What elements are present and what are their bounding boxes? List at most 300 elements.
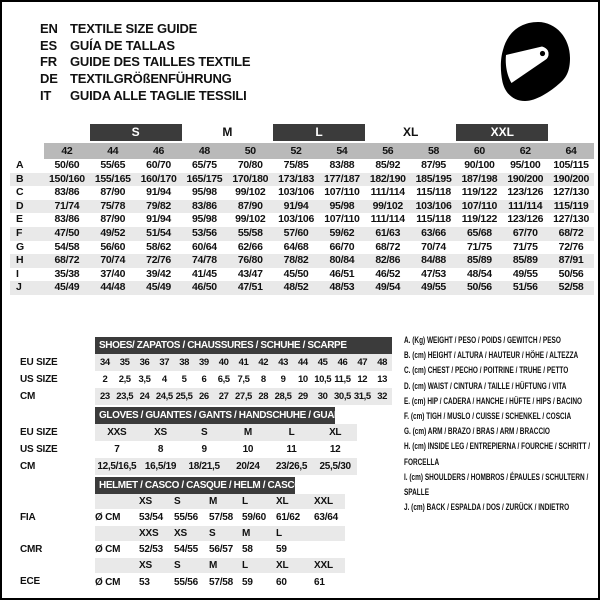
cell: 50/60 bbox=[54, 159, 80, 171]
cell: 5 bbox=[181, 374, 187, 385]
table-row bbox=[10, 227, 594, 241]
cell: 99/102 bbox=[235, 213, 266, 226]
cell: 10 bbox=[242, 444, 254, 455]
cell: 23 bbox=[100, 391, 110, 402]
cell: 55/58 bbox=[237, 226, 263, 239]
shoes-table-title: SHOES/ ZAPATOS / CHAUSSURES / SCHUHE / SCARPE bbox=[95, 337, 392, 354]
row-label: E bbox=[16, 213, 23, 226]
cell: 54/58 bbox=[54, 240, 80, 253]
cell: 45 bbox=[317, 357, 328, 368]
cell: 41 bbox=[238, 357, 249, 368]
cell: 160/170 bbox=[140, 172, 177, 185]
cell: 87/90 bbox=[100, 186, 126, 199]
cell: 107/110 bbox=[324, 213, 360, 226]
cell: 30,5 bbox=[334, 391, 351, 402]
shoes-cm-row bbox=[95, 388, 392, 405]
cell: 28,5 bbox=[274, 391, 292, 402]
cell: 75/78 bbox=[100, 199, 126, 212]
cell: 68/72 bbox=[375, 240, 401, 253]
cell: 45/49 bbox=[146, 281, 171, 294]
cell: 55/56 bbox=[174, 512, 199, 523]
gloves-cm-label: CM bbox=[20, 461, 36, 472]
cell: 11,5 bbox=[334, 374, 351, 385]
cell: 49/55 bbox=[421, 281, 446, 294]
cmr-values-row bbox=[95, 541, 345, 558]
cell: 99/102 bbox=[372, 199, 403, 212]
cell: 61/63 bbox=[375, 226, 401, 239]
cell: 9 bbox=[280, 374, 286, 385]
cell: 72/76 bbox=[558, 240, 584, 253]
cell: 2,5 bbox=[118, 374, 131, 385]
legend-item: A. (Kg) WEIGHT / PESO / POIDS / GEWITCH / PESO bbox=[404, 335, 561, 346]
cell: XS bbox=[139, 560, 152, 571]
column-header: 62 bbox=[502, 143, 548, 159]
cell: 119/122 bbox=[461, 213, 498, 226]
ece-sizes-row bbox=[95, 558, 345, 573]
cell: 105/115 bbox=[553, 159, 589, 171]
row-label: J bbox=[16, 281, 22, 294]
language-code: DE bbox=[40, 71, 58, 87]
language-title: GUIDA ALLE TAGLIE TESSILI bbox=[70, 87, 247, 103]
cell: 60/70 bbox=[146, 159, 171, 171]
table-row bbox=[10, 281, 594, 295]
column-header: 58 bbox=[411, 143, 457, 159]
cell: XS bbox=[139, 496, 152, 507]
cell bbox=[95, 558, 139, 573]
cell: XL bbox=[276, 560, 289, 571]
cell: 65/68 bbox=[467, 226, 492, 239]
cell: 103/106 bbox=[415, 199, 452, 212]
cell: 74/78 bbox=[192, 254, 217, 267]
cell: 61/62 bbox=[276, 512, 301, 523]
cell: 36 bbox=[139, 357, 150, 368]
cell: 91/94 bbox=[283, 199, 309, 212]
cell: 46 bbox=[337, 357, 348, 368]
cell: 59 bbox=[276, 544, 287, 555]
cell: 63/66 bbox=[421, 226, 446, 239]
language-code: EN bbox=[40, 21, 58, 36]
row-label: F bbox=[16, 226, 23, 239]
cell: 190/200 bbox=[553, 172, 589, 185]
cell: 25,5 bbox=[175, 391, 193, 402]
cell: 83/88 bbox=[329, 159, 355, 171]
cell: 30 bbox=[317, 391, 328, 402]
shoes-table bbox=[95, 354, 392, 405]
shoes-eu-row bbox=[95, 354, 392, 371]
cell: 62/66 bbox=[237, 240, 263, 253]
cell: 60/64 bbox=[192, 240, 217, 253]
cell: 27,5 bbox=[235, 391, 252, 402]
cell: 34 bbox=[100, 357, 110, 368]
cell: 115/118 bbox=[416, 213, 451, 226]
cell: L bbox=[242, 496, 248, 507]
cell: XXS bbox=[107, 427, 127, 438]
cell: 64/68 bbox=[283, 240, 309, 253]
cell: S bbox=[174, 560, 181, 571]
cell: S bbox=[200, 427, 208, 438]
cell: 85/89 bbox=[467, 254, 492, 267]
cell: 182/190 bbox=[369, 172, 406, 185]
cell: 57/60 bbox=[283, 226, 309, 239]
cell: 71/75 bbox=[512, 240, 538, 253]
cell: 90/100 bbox=[464, 159, 495, 171]
cell: 71/74 bbox=[54, 199, 80, 212]
cell: 190/200 bbox=[507, 172, 544, 185]
cell: L bbox=[242, 560, 248, 571]
cell: 115/119 bbox=[553, 199, 589, 212]
cell: 24,5 bbox=[155, 391, 173, 402]
cell: 7 bbox=[114, 444, 120, 455]
cell: 12 bbox=[329, 444, 341, 455]
size-group-xxl: XXL bbox=[456, 124, 548, 141]
cell: 127/130 bbox=[553, 186, 589, 199]
table-row bbox=[10, 186, 594, 200]
language-code: ES bbox=[40, 37, 57, 53]
fia-label: FIA bbox=[20, 512, 36, 523]
cell: 107/110 bbox=[461, 199, 498, 212]
cell: 68/72 bbox=[558, 226, 584, 239]
cell: 8 bbox=[260, 374, 266, 385]
legend-item: D. (cm) WAIST / CINTURA / TAILLE / HÜFTUNG / VITA bbox=[404, 380, 567, 392]
cell: 3,5 bbox=[138, 374, 151, 385]
table-row bbox=[10, 254, 594, 268]
cell: 59/62 bbox=[329, 226, 355, 239]
cell: 177/187 bbox=[323, 172, 360, 185]
table-row bbox=[10, 173, 594, 187]
cell: 58/62 bbox=[146, 240, 171, 253]
shoes-cm-label: CM bbox=[20, 391, 36, 402]
table-row bbox=[10, 159, 594, 173]
language-title-list bbox=[40, 21, 250, 105]
cell: 23,5 bbox=[116, 391, 134, 402]
cell: 187/198 bbox=[461, 172, 498, 185]
cell: 111/114 bbox=[370, 213, 405, 226]
cell: L bbox=[288, 427, 295, 438]
cell: 185/195 bbox=[415, 172, 452, 185]
size-group-row bbox=[10, 124, 594, 143]
size-group-xl: XL bbox=[402, 125, 419, 139]
cell bbox=[95, 494, 139, 509]
gloves-table bbox=[95, 424, 357, 475]
cell: 4 bbox=[161, 374, 167, 385]
cell: 61 bbox=[314, 577, 325, 588]
gloves-table-title: GLOVES / GUANTES / GANTS / HANDSCHUHE / GUANTI bbox=[95, 407, 335, 424]
cell: 115/118 bbox=[416, 186, 451, 199]
language-code: IT bbox=[40, 87, 52, 103]
cell: 46/51 bbox=[329, 267, 355, 280]
cell: 79/82 bbox=[146, 199, 171, 212]
cell: 103/106 bbox=[278, 186, 314, 199]
cell: 57/58 bbox=[209, 512, 234, 523]
cell: 59/60 bbox=[242, 512, 267, 523]
cell: 46/52 bbox=[375, 267, 401, 280]
legend-item: I. (cm) SHOULDERS / HOMBROS / ÉPAULES / SCHULTERN / SPALLE bbox=[404, 471, 589, 499]
cell: 54/55 bbox=[174, 544, 199, 555]
cell bbox=[95, 526, 139, 541]
ece-values-row bbox=[95, 573, 345, 592]
cell: XXL bbox=[314, 496, 333, 507]
row-label: B bbox=[16, 172, 24, 185]
cell: 9 bbox=[201, 444, 207, 455]
cell: 40 bbox=[218, 357, 229, 368]
cell: 95/98 bbox=[192, 186, 217, 199]
cell: 95/98 bbox=[192, 213, 217, 226]
cell: 58 bbox=[242, 544, 253, 555]
cell: 46/50 bbox=[192, 281, 217, 294]
cell: 57/58 bbox=[209, 577, 234, 588]
cell: 20/24 bbox=[236, 461, 260, 472]
cell: 173/183 bbox=[278, 172, 314, 185]
cell: 80/84 bbox=[329, 254, 355, 267]
cell: 39/42 bbox=[146, 267, 171, 280]
cell: 59 bbox=[242, 577, 253, 588]
column-header: 46 bbox=[136, 143, 182, 159]
unit-cell: Ø CM bbox=[95, 544, 121, 555]
size-group-l: L bbox=[273, 124, 365, 141]
cell: 16,5/19 bbox=[144, 461, 177, 472]
language-title: TEXTILE SIZE GUIDE bbox=[70, 21, 198, 36]
cell: 119/122 bbox=[461, 186, 498, 199]
cell: 99/102 bbox=[235, 186, 266, 199]
cell: 51/56 bbox=[512, 281, 538, 294]
cell: 67/70 bbox=[512, 226, 538, 239]
cell: 37 bbox=[159, 357, 170, 368]
cell: 45/50 bbox=[283, 267, 309, 280]
cell: 48/54 bbox=[467, 267, 492, 280]
cell: 82/86 bbox=[375, 254, 401, 267]
cell: 50/56 bbox=[558, 267, 584, 280]
shoes-eu-size-label: EU SIZE bbox=[20, 357, 58, 368]
cell: M bbox=[209, 496, 218, 507]
fia-values-row bbox=[95, 509, 345, 526]
language-title: TEXTILGRÖßENFÜHRUNG bbox=[70, 71, 232, 87]
column-header: 64 bbox=[548, 143, 594, 159]
cell: 42 bbox=[258, 357, 269, 368]
table-row bbox=[10, 241, 594, 255]
column-header: 50 bbox=[227, 143, 273, 159]
cell: 8 bbox=[157, 444, 164, 455]
cell: M bbox=[209, 560, 218, 571]
cell: 123/126 bbox=[507, 186, 544, 199]
cell: 10 bbox=[298, 374, 308, 385]
cell: 53/54 bbox=[139, 512, 164, 523]
cmr-label: CMR bbox=[20, 544, 43, 555]
cell: 155/165 bbox=[94, 172, 131, 185]
cell: 24 bbox=[139, 391, 150, 402]
cell: 49/52 bbox=[100, 226, 126, 239]
row-label: H bbox=[16, 254, 24, 267]
cell: 12 bbox=[357, 374, 368, 385]
cell: L bbox=[276, 528, 282, 539]
cell: 150/160 bbox=[48, 172, 85, 185]
legend-item: E. (cm) HIP / CADERA / HANCHE / HÜFTE / HIPS / BACINO bbox=[404, 395, 583, 407]
cell: 43/47 bbox=[237, 267, 263, 280]
cell: 107/110 bbox=[324, 186, 360, 199]
cell: 91/94 bbox=[146, 186, 171, 199]
cell: 50/56 bbox=[467, 281, 492, 294]
cell: 47 bbox=[357, 357, 368, 368]
cell: 103/106 bbox=[278, 213, 314, 226]
cell: 70/74 bbox=[100, 254, 126, 267]
cell: 48/53 bbox=[329, 281, 355, 294]
row-label: G bbox=[16, 240, 24, 253]
cell: 63/64 bbox=[314, 512, 339, 523]
cell: 52/58 bbox=[558, 281, 584, 294]
cell: 75/85 bbox=[283, 159, 309, 171]
cell: 55/56 bbox=[174, 577, 199, 588]
cell: 123/126 bbox=[507, 213, 544, 226]
cell: 44/48 bbox=[100, 281, 126, 294]
cell: 66/70 bbox=[329, 240, 355, 253]
cell: M bbox=[243, 427, 252, 438]
cell: 47/50 bbox=[54, 226, 80, 239]
cell: 95/100 bbox=[510, 159, 541, 171]
cell: 11 bbox=[286, 444, 297, 455]
cell: 85/92 bbox=[375, 159, 401, 171]
cell: 7,5 bbox=[237, 374, 250, 385]
helmet-icon bbox=[494, 20, 572, 108]
cell: 111/114 bbox=[370, 186, 405, 199]
cell: 43 bbox=[278, 357, 288, 368]
cell: 53/56 bbox=[192, 226, 217, 239]
cell: 87/91 bbox=[558, 254, 584, 267]
cell: 37/40 bbox=[100, 267, 126, 280]
cell: 70/80 bbox=[237, 159, 263, 171]
gloves-us-row bbox=[95, 441, 357, 458]
cell: S bbox=[174, 496, 181, 507]
column-header: 48 bbox=[181, 143, 227, 159]
cell: 31,5 bbox=[353, 391, 371, 402]
cell: 87/95 bbox=[421, 159, 446, 171]
legend-item: B. (cm) HEIGHT / ALTURA / HAUTEUR / HÖHE / ALTEZZA bbox=[404, 350, 579, 362]
row-label: A bbox=[16, 159, 24, 171]
cell: 44 bbox=[298, 357, 308, 368]
cell: 87/90 bbox=[100, 213, 126, 226]
cell: M bbox=[242, 528, 251, 539]
cell: 26 bbox=[199, 391, 209, 402]
cell: 47/53 bbox=[421, 267, 446, 280]
cell: 60 bbox=[276, 577, 287, 588]
measurement-rows bbox=[10, 159, 594, 295]
cell: XS bbox=[154, 427, 167, 438]
cell: 51/54 bbox=[146, 226, 171, 239]
cell: 48 bbox=[377, 357, 387, 368]
language-title: GUÍA DE TALLAS bbox=[70, 37, 175, 53]
shoes-us-size-label: US SIZE bbox=[20, 374, 58, 385]
gloves-eu-row bbox=[95, 424, 357, 441]
cell: 165/175 bbox=[186, 172, 223, 185]
language-title: GUIDE DES TAILLES TEXTILE bbox=[70, 54, 251, 70]
cell: XXS bbox=[139, 528, 159, 539]
table-row bbox=[10, 200, 594, 214]
helmet-table bbox=[95, 494, 345, 592]
cell: XXL bbox=[314, 560, 333, 571]
row-label: I bbox=[16, 267, 19, 280]
cell: 6,5 bbox=[217, 374, 230, 385]
cell: 56/57 bbox=[209, 544, 234, 555]
column-header: 42 bbox=[44, 143, 90, 159]
cell: 127/130 bbox=[553, 213, 589, 226]
cell: 12,5/16,5 bbox=[97, 461, 137, 472]
cell: 68/72 bbox=[54, 254, 80, 267]
legend-item: H. (cm) INSIDE LEG / ENTREPIERNA / FOURCHE / SCHRITT / FORCELLA bbox=[404, 441, 591, 468]
unit-cell: Ø CM bbox=[95, 577, 121, 588]
table-row bbox=[10, 268, 594, 282]
cell: S bbox=[209, 528, 216, 539]
cell: 6 bbox=[201, 374, 207, 385]
ece-label: ECE bbox=[20, 576, 40, 587]
cell: 18/21,5 bbox=[188, 461, 220, 472]
size-column-band bbox=[10, 143, 594, 159]
cell: 47/51 bbox=[237, 281, 263, 294]
cell: 91/94 bbox=[146, 213, 171, 226]
cell: 29 bbox=[298, 391, 308, 402]
cell: 85/89 bbox=[512, 254, 538, 267]
shoes-us-row bbox=[95, 371, 392, 388]
legend-item: J. (cm) BACK / ESPALDA / DOS / ZURÜCK / INDIETRO bbox=[404, 502, 570, 514]
measurement-legend bbox=[404, 333, 594, 515]
cell: 49/55 bbox=[512, 267, 538, 280]
gloves-cm-row bbox=[95, 458, 357, 475]
cell: 78/82 bbox=[283, 254, 309, 267]
cell: 111/114 bbox=[508, 199, 543, 212]
legend-item: F. (cm) TIGH / MUSLO / CUISSE / SCHENKEL / COSCIA bbox=[404, 411, 572, 423]
band-spacer bbox=[10, 143, 44, 159]
cell: 65/75 bbox=[192, 159, 217, 171]
cell: 83/86 bbox=[54, 213, 80, 226]
column-header: 56 bbox=[365, 143, 411, 159]
cell: 45/49 bbox=[54, 281, 80, 294]
cell: 23/26,5 bbox=[275, 461, 308, 472]
gloves-eu-size-label: EU SIZE bbox=[20, 427, 58, 438]
cell: 10,5 bbox=[314, 374, 332, 385]
language-code: FR bbox=[40, 54, 57, 70]
row-label: D bbox=[16, 199, 24, 212]
cell bbox=[314, 526, 345, 541]
cell: 84/88 bbox=[421, 254, 446, 267]
table-row bbox=[10, 213, 594, 227]
cell: 71/75 bbox=[467, 240, 492, 253]
fia-sizes-row bbox=[95, 494, 345, 509]
cell: 28 bbox=[258, 391, 269, 402]
column-header: 44 bbox=[90, 143, 136, 159]
column-header: 60 bbox=[456, 143, 502, 159]
cell: 55/65 bbox=[100, 159, 126, 171]
cell: 83/86 bbox=[192, 199, 217, 212]
cell: XS bbox=[174, 528, 187, 539]
cell: 49/54 bbox=[375, 281, 401, 294]
cell: 52/53 bbox=[139, 544, 164, 555]
cell bbox=[314, 541, 345, 558]
cell: XL bbox=[276, 496, 289, 507]
main-size-table bbox=[10, 124, 594, 295]
cell: 27 bbox=[218, 391, 229, 402]
cell: 13 bbox=[377, 374, 387, 385]
gloves-us-size-label: US SIZE bbox=[20, 444, 58, 455]
cell: 83/86 bbox=[54, 186, 80, 199]
cell: XL bbox=[329, 427, 342, 438]
column-header: 54 bbox=[319, 143, 365, 159]
size-group-m: M bbox=[222, 125, 233, 139]
cell: 72/76 bbox=[146, 254, 171, 267]
legend-item: G. (cm) ARM / BRAZO / BRAS / ARM / BRACCIO bbox=[404, 426, 550, 438]
cell: 38 bbox=[179, 357, 189, 368]
unit-cell: Ø CM bbox=[95, 512, 121, 523]
size-group-s: S bbox=[90, 124, 182, 141]
cell: 25,5/30 bbox=[319, 461, 351, 472]
cell: 35 bbox=[119, 357, 130, 368]
column-header: 52 bbox=[273, 143, 319, 159]
